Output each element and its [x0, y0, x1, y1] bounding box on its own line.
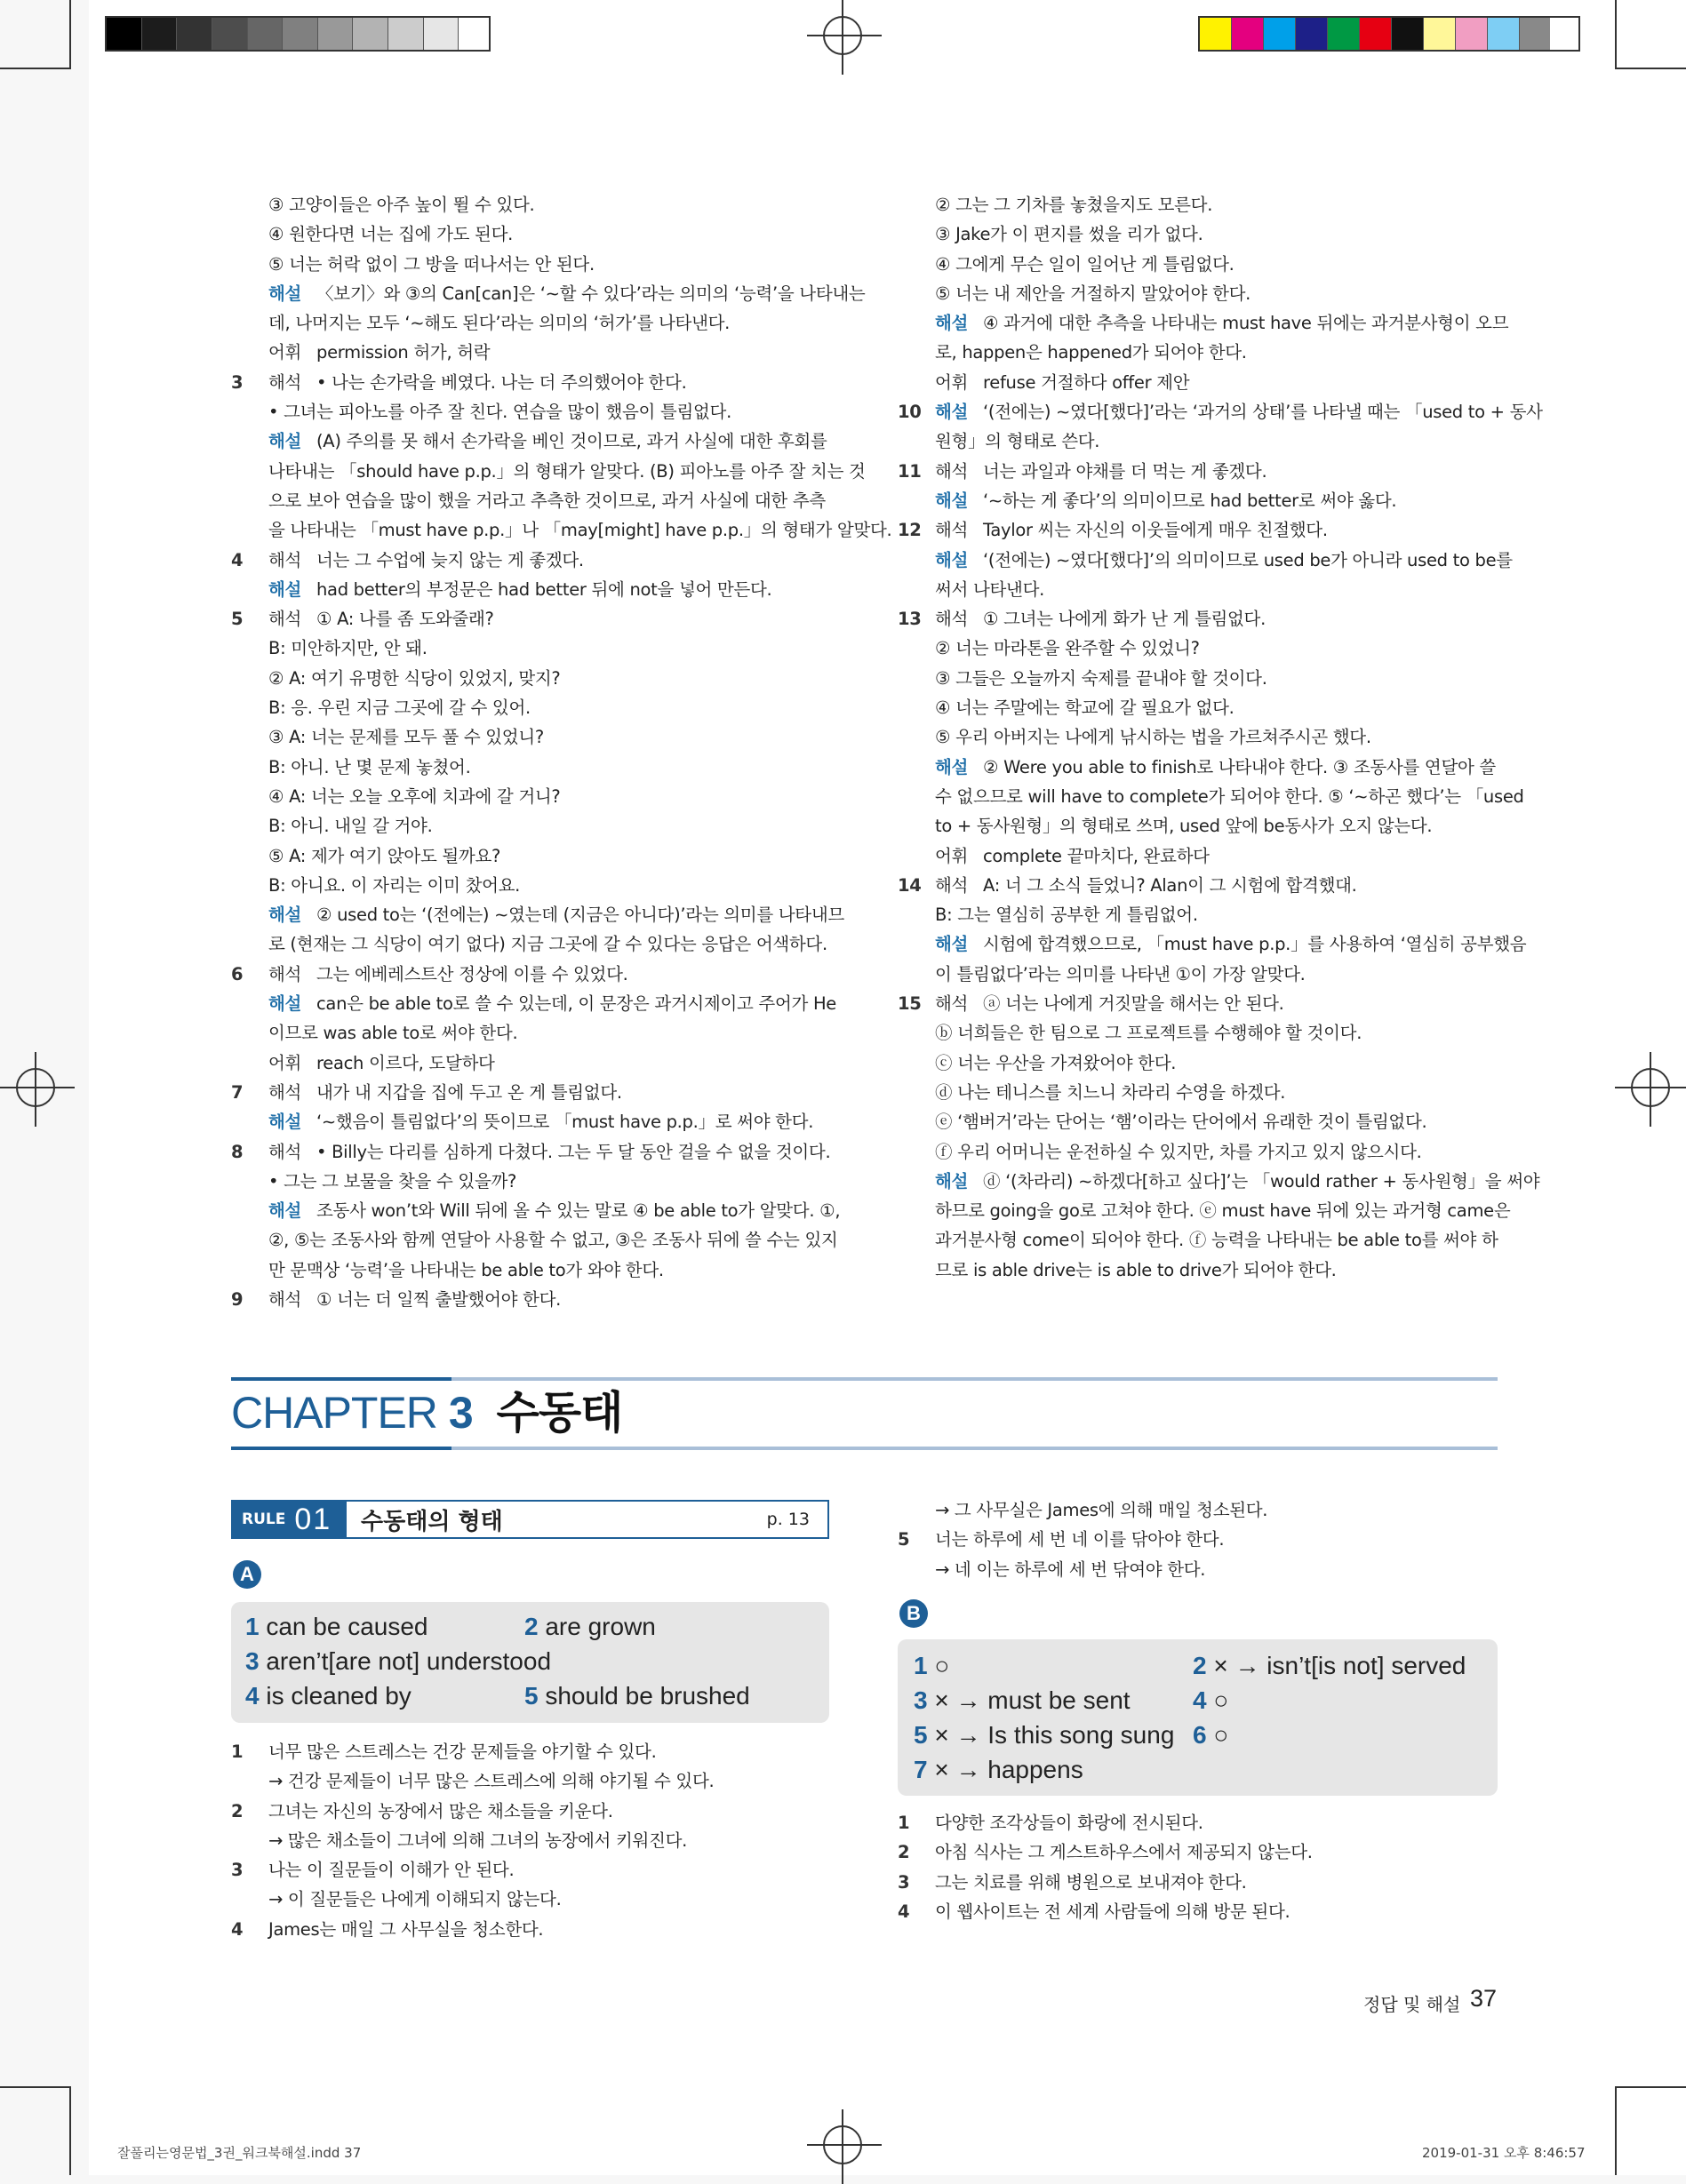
explanation-line	[231, 1078, 835, 1107]
section-a-line	[231, 1855, 835, 1885]
line-label: 해석	[268, 371, 302, 393]
line-label: 해설	[268, 1112, 302, 1133]
explanation-line	[898, 811, 1502, 841]
line-text: ② A: 여기 유명한 식당이 있었지, 맞지?	[268, 667, 561, 689]
explanation-line	[898, 397, 1543, 426]
answer-a-4: 4 is cleaned by	[245, 1682, 412, 1710]
line-text: 이 틀림없다’라는 의미를 나타낸 ①이 가장 알맞다.	[935, 963, 1306, 984]
line-text: 로 (현재는 그 식당이 여기 없다) 지금 그곳에 갈 수 있다는 응답은 어색하다.	[268, 934, 827, 955]
section-a-line	[231, 1797, 835, 1826]
rule-name: 수동태의 형태	[361, 1508, 503, 1535]
explanation-line	[231, 1196, 841, 1225]
line-text: ⑤ 너는 허락 없이 그 방을 떠나서는 안 된다.	[268, 253, 595, 275]
answer-b-2: 2 × → isn’t[is not] served	[1193, 1652, 1466, 1679]
item-number: 11	[898, 460, 922, 482]
line-text: ① 너는 더 일찍 출발했어야 한다.	[316, 1288, 562, 1310]
explanation-line	[231, 664, 835, 693]
section-a-explanations	[231, 1737, 835, 1944]
line-text: ⓕ 우리 어머니는 운전하실 수 있지만, 차를 가지고 있지 않으시다.	[935, 1141, 1422, 1162]
explanation-line	[231, 250, 835, 279]
rule-page-ref: p. 13	[766, 1510, 810, 1529]
explanation-line	[898, 546, 1513, 575]
registration-mark-bottom	[823, 2125, 862, 2164]
line-text: • 나는 손가락을 베였다. 나는 더 주의했어야 한다.	[316, 371, 687, 393]
line-text: 그는 에베레스트산 정상에 이를 수 있었다.	[316, 963, 628, 984]
answer-b-1: 1 ○	[914, 1652, 950, 1679]
line-text: A: 너 그 소식 들었니? Alan이 그 시험에 합격했대.	[983, 874, 1357, 896]
line-text: 내가 내 지갑을 집에 두고 온 게 틀림없다.	[316, 1081, 622, 1103]
explanation-line	[231, 1225, 838, 1255]
section-a-answer-box	[231, 1602, 829, 1723]
explanation-line	[231, 486, 835, 515]
explanation-line	[898, 753, 1502, 782]
chapter-prefix: CHAPTER	[231, 1388, 437, 1438]
explanation-line	[898, 219, 1502, 249]
explanation-line	[898, 190, 1502, 219]
slug-filename: 잘풀리는영문법_3권_워크북해설.indd 37	[117, 2145, 362, 2161]
explanation-line	[231, 397, 835, 426]
item-number: 9	[231, 1288, 244, 1310]
line-text: ③ 고양이들은 아주 높이 뛸 수 있다.	[268, 195, 535, 215]
grayscale-bar	[105, 16, 491, 52]
line-text: → 이 질문들은 나에게 이해되지 않는다.	[268, 1889, 562, 1910]
explanation-line	[231, 1285, 835, 1314]
line-text: (A) 주의를 못 해서 손가락을 베인 것이므로, 과거 사실에 대한 후회를	[316, 431, 827, 452]
line-text: ⓔ ‘햄버거’라는 단어는 ‘햄’이라는 단어에서 유래한 것이 틀림없다.	[935, 1112, 1427, 1133]
section-a-line	[231, 1766, 835, 1796]
line-label: 해석	[268, 1141, 302, 1162]
explanation-line	[231, 1018, 835, 1048]
line-text: complete 끝마치다, 완료하다	[983, 845, 1210, 866]
line-text: 만 문맥상 ‘능력’을 나타내는 be able to가 와야 한다.	[268, 1259, 664, 1280]
line-text: 시험에 합격했으므로, 「must have p.p.」를 사용하여 ‘열심히 공부했음	[983, 934, 1527, 955]
line-text: • Billy는 다리를 심하게 다쳤다. 그는 두 달 동안 걸을 수 없을 것이다.	[316, 1141, 831, 1162]
explanation-line	[231, 457, 866, 486]
explanation-line	[898, 308, 1509, 338]
rule-tag	[233, 1502, 347, 1537]
answer-a-3: 3 aren’t[are not] understood	[245, 1647, 552, 1675]
line-text: → 네 이는 하루에 세 번 닦여야 한다.	[935, 1558, 1206, 1580]
line-text: James는 매일 그 사무실을 청소한다.	[268, 1918, 544, 1940]
line-label: 해석	[268, 549, 302, 570]
line-text: B: 응. 우린 지금 그곳에 갈 수 있어.	[268, 697, 531, 719]
item-number: 4	[231, 1918, 244, 1940]
line-text: ④ 너는 주말에는 학교에 갈 필요가 없다.	[935, 697, 1235, 719]
item-number: 13	[898, 609, 922, 630]
section-b-line	[898, 1868, 1502, 1897]
explanation-line	[231, 1048, 835, 1078]
line-text: Taylor 씨는 자신의 이웃들에게 매우 친절했다.	[983, 520, 1328, 541]
item-number: 3	[898, 1871, 910, 1893]
line-label: 해설	[935, 313, 969, 334]
item-number: 15	[898, 993, 922, 1015]
item-number: 10	[898, 402, 922, 423]
explanation-line	[231, 515, 892, 545]
line-label: 해설	[268, 905, 302, 926]
explanation-line	[898, 782, 1524, 811]
line-text: 너는 그 수업에 늦지 않는 게 좋겠다.	[316, 549, 584, 570]
line-text: ① A: 나를 좀 도와줄래?	[316, 609, 494, 630]
line-label: 해석	[268, 963, 302, 984]
explanation-line	[231, 190, 835, 219]
section-a-badge: A	[233, 1560, 261, 1589]
item-number: 1	[231, 1742, 244, 1762]
answer-b-4: 4 ○	[1193, 1686, 1229, 1714]
line-text: reach 이르다, 도달하다	[316, 1052, 495, 1073]
line-text: 나타내는 「should have p.p.」의 형태가 알맞다. (B) 피아노를 아주 잘 치는 것	[268, 460, 866, 482]
line-label: 해설	[935, 756, 969, 777]
section-a-continued-line	[898, 1555, 1502, 1584]
section-a-continued-line	[898, 1495, 1502, 1525]
line-text: ③ Jake가 이 편지를 썼을 리가 없다.	[935, 224, 1203, 245]
section-b-line	[898, 1808, 1502, 1837]
registration-mark-right	[1631, 1068, 1670, 1107]
explanation-line	[898, 989, 1502, 1018]
explanation-line	[231, 575, 835, 604]
line-text: can은 be able to로 쓸 수 있는데, 이 문장은 과거시제이고 주어가 He	[316, 993, 837, 1015]
explanation-line	[231, 722, 835, 752]
explanation-line	[898, 515, 1502, 545]
explanation-line	[898, 575, 1502, 604]
section-b-badge: B	[899, 1599, 928, 1628]
chapter-number: 3	[448, 1388, 473, 1438]
line-text: 써서 나타낸다.	[935, 578, 1045, 600]
line-text: 원형」의 형태로 쓴다.	[935, 431, 1100, 452]
footer-label: 정답 및 해설	[1363, 1994, 1461, 2015]
item-number: 1	[898, 1813, 910, 1833]
item-number: 7	[231, 1081, 244, 1103]
section-a-line	[231, 1915, 835, 1944]
explanation-line	[231, 811, 835, 841]
item-number: 8	[231, 1141, 244, 1162]
line-label: 어휘	[268, 342, 302, 363]
explanation-line	[231, 693, 835, 722]
line-text: 수 없으므로 will have to complete가 되어야 한다. ⑤ ‘∼하곤 했다’는 「used	[935, 785, 1524, 807]
explanation-line	[231, 219, 835, 249]
rule-tag-label: RULE	[242, 1510, 286, 1528]
line-text: ④ 원한다면 너는 집에 가도 된다.	[268, 224, 514, 245]
line-label: 해설	[935, 490, 969, 511]
line-text: 너는 하루에 세 번 네 이를 닦아야 한다.	[935, 1529, 1225, 1550]
explanation-line	[898, 1137, 1502, 1167]
line-text: 나는 이 질문들이 이해가 안 된다.	[268, 1860, 515, 1881]
explanation-line	[898, 900, 1502, 929]
line-label: 해설	[935, 934, 969, 955]
explanation-line	[898, 250, 1502, 279]
explanation-line	[898, 368, 1502, 397]
item-number: 4	[231, 549, 244, 570]
line-label: 해설	[935, 1170, 969, 1192]
explanation-line	[231, 753, 835, 782]
line-text: refuse 거절하다 offer 제안	[983, 371, 1190, 393]
section-b-answer-box	[898, 1639, 1498, 1796]
explanation-line	[231, 604, 835, 634]
line-label: 해설	[268, 431, 302, 452]
line-text: ⓓ ‘(차라리) ∼하겠다[하고 싶다]’는 「would rather + 동사원형」을 써야	[983, 1170, 1540, 1192]
section-b-line	[898, 1897, 1502, 1926]
line-text: 조동사 won’t와 Will 뒤에 올 수 있는 말로 ④ be able to가 알맞다. ①,	[316, 1200, 841, 1222]
slug-timestamp: 2019-01-31 오후 8:46:57	[1422, 2145, 1586, 2161]
explanation-line	[898, 1048, 1502, 1078]
explanation-line	[898, 664, 1502, 693]
line-label: 해설	[268, 578, 302, 600]
line-text: 하므로 going을 go로 고쳐야 한다. ⓔ must have 뒤에 있는 과거형 came은	[935, 1200, 1511, 1222]
line-label: 해설	[935, 402, 969, 423]
line-label: 해석	[268, 1288, 302, 1310]
section-a-line	[231, 1826, 835, 1855]
explanation-line	[898, 1018, 1502, 1048]
line-text: 과거분사형 come이 되어야 한다. ⓕ 능력을 나타내는 be able to를 써야 하	[935, 1230, 1498, 1251]
line-text: ‘(전에는) ∼였다[했다]’의 의미이므로 used be가 아니라 used to be를	[983, 549, 1513, 570]
line-text: ④ 과거에 대한 추측을 나타내는 must have 뒤에는 과거분사형이 오므	[983, 313, 1509, 334]
line-label: 해석	[935, 609, 969, 630]
line-label: 해석	[268, 609, 302, 630]
explanation-line	[898, 604, 1502, 634]
line-text: 너는 과일과 야채를 더 먹는 게 좋겠다.	[983, 460, 1267, 482]
line-text: 〈보기〉와 ③의 Can[can]은 ‘∼할 수 있다’라는 의미의 ‘능력’을 나타내는	[316, 283, 866, 304]
line-text: 아침 식사는 그 게스트하우스에서 제공되지 않는다.	[935, 1842, 1313, 1863]
line-text: ④ A: 너는 오늘 오후에 치과에 갈 거니?	[268, 785, 561, 807]
explanation-line	[231, 279, 866, 308]
explanation-line	[231, 841, 835, 871]
explanation-line	[231, 634, 835, 663]
line-text: • 그녀는 피아노를 아주 잘 친다. 연습을 많이 했음이 틀림없다.	[268, 402, 731, 423]
answer-b-5: 5 × → Is this song sung	[914, 1721, 1175, 1749]
line-text: ④ 그에게 무슨 일이 일어난 게 틀림없다.	[935, 253, 1235, 275]
line-text: B: 아니. 난 몇 문제 놓쳤어.	[268, 756, 471, 777]
right-column	[898, 190, 1543, 1285]
explanation-line	[898, 871, 1502, 900]
line-text: B: 그는 열심히 공부한 게 틀림없어.	[935, 905, 1198, 926]
page-number: 37	[1470, 1985, 1498, 2012]
answer-a-5: 5 should be brushed	[524, 1682, 750, 1710]
explanation-line	[898, 457, 1502, 486]
explanation-line	[231, 368, 835, 397]
chapter-rule-bottom	[231, 1447, 1498, 1450]
line-text: B: 아니. 내일 갈 거야.	[268, 816, 433, 837]
explanation-line	[898, 841, 1502, 871]
line-text: ⑤ A: 제가 여기 앉아도 될까요?	[268, 845, 501, 866]
explanation-line	[898, 1078, 1502, 1107]
explanation-line	[231, 546, 835, 575]
line-text: 을 나타내는 「must have p.p.」나 「may[might] have p.p.」의 형태가 알맞다.	[268, 520, 892, 541]
answer-a-1: 1 can be caused	[245, 1613, 428, 1640]
registration-mark-left	[16, 1068, 55, 1107]
line-text: ② Were you able to finish로 나타내야 한다. ③ 조동사를 연달아 쓸	[983, 756, 1496, 777]
answer-b-7: 7 × → happens	[914, 1756, 1083, 1783]
item-number: 4	[898, 1901, 910, 1922]
line-text: 데, 나머지는 모두 ‘∼해도 된다’라는 의미의 ‘허가’를 나타낸다.	[268, 313, 731, 334]
chapter-heading	[231, 1386, 622, 1439]
color-bar	[1198, 16, 1580, 52]
section-b-explanations	[898, 1808, 1502, 1926]
explanation-line	[231, 782, 835, 811]
line-text: 므로 is able drive는 is able to drive가 되어야 한다.	[935, 1259, 1337, 1280]
section-a-continued-line	[898, 1525, 1502, 1554]
line-text: ⓑ 너희들은 한 팀으로 그 프로젝트를 수행해야 할 것이다.	[935, 1023, 1362, 1044]
line-text: B: 아니요. 이 자리는 이미 찼어요.	[268, 874, 521, 896]
line-text: ‘∼했음이 틀림없다’의 뜻이므로 「must have p.p.」로 써야 한다.	[316, 1112, 814, 1133]
line-label: 해석	[935, 460, 969, 482]
line-label: 해설	[268, 1200, 302, 1222]
line-text: 로, happen은 happened가 되어야 한다.	[935, 342, 1247, 363]
line-text: to + 동사원형」의 형태로 쓰며, used 앞에 be동사가 오지 않는다.	[935, 816, 1433, 837]
explanation-line	[898, 722, 1502, 752]
line-text: ⑤ 우리 아버지는 나에게 낚시하는 법을 가르쳐주시곤 했다.	[935, 727, 1371, 748]
line-text: ② 너는 마라톤을 완주할 수 있었니?	[935, 638, 1200, 659]
explanation-line	[898, 693, 1502, 722]
line-label: 해석	[935, 874, 969, 896]
section-a-line	[231, 1737, 835, 1766]
explanation-line	[898, 960, 1502, 989]
explanation-line	[231, 1167, 835, 1196]
explanation-line	[898, 338, 1502, 367]
explanation-line	[898, 929, 1527, 959]
explanation-line	[898, 1167, 1540, 1196]
rule-number: 01	[294, 1502, 332, 1536]
explanation-line	[231, 929, 835, 959]
answer-b-6: 6 ○	[1193, 1721, 1229, 1749]
explanation-line	[231, 989, 835, 1018]
explanation-line	[898, 426, 1502, 456]
line-label: 어휘	[935, 845, 969, 866]
line-text: B: 미안하지만, 안 돼.	[268, 638, 427, 659]
line-text: ② used to는 ‘(전에는) ∼였는데 (지금은 아니다)’라는 의미를 나타내므	[316, 905, 844, 926]
line-text: permission 허가, 허락	[316, 342, 491, 363]
line-text: ⓒ 너는 우산을 가져왔어야 한다.	[935, 1052, 1177, 1073]
explanation-line	[231, 1255, 835, 1285]
explanation-line	[898, 1225, 1502, 1255]
line-text: • 그는 그 보물을 찾을 수 있을까?	[268, 1170, 517, 1192]
rule-header	[231, 1500, 829, 1539]
line-text: 그는 치료를 위해 병원으로 보내져야 한다.	[935, 1871, 1247, 1893]
explanation-line	[898, 486, 1502, 515]
line-label: 해석	[935, 993, 969, 1015]
explanation-line	[898, 1107, 1502, 1136]
line-text: ② 그는 그 기차를 놓쳤을지도 모른다.	[935, 195, 1213, 215]
section-b-line	[898, 1837, 1502, 1867]
explanation-line	[231, 308, 835, 338]
section-a-explanations-continued	[898, 1495, 1502, 1584]
item-number: 3	[231, 371, 244, 393]
line-label: 어휘	[268, 1052, 302, 1073]
line-text: 이므로 was able to로 써야 한다.	[268, 1023, 518, 1044]
item-number: 5	[231, 609, 244, 630]
item-number: 12	[898, 520, 922, 541]
line-text: → 그 사무실은 James에 의해 매일 청소된다.	[935, 1500, 1268, 1520]
line-text: ‘(전에는) ∼였다[했다]’라는 ‘과거의 상태’를 나타낼 때는 「used to + 동사	[983, 402, 1543, 423]
line-label: 해석	[268, 1081, 302, 1103]
explanation-line	[231, 900, 844, 929]
explanation-line	[231, 338, 835, 367]
explanation-line	[898, 1196, 1511, 1225]
explanation-line	[898, 279, 1502, 308]
line-text: ②, ⑤는 조동사와 함께 연달아 사용할 수 없고, ③은 조동사 뒤에 쓸 수는 있지	[268, 1230, 838, 1251]
section-a-line	[231, 1885, 835, 1914]
line-text: had better의 부정문은 had better 뒤에 not을 넣어 만든다.	[316, 578, 772, 600]
item-number: 2	[898, 1842, 910, 1863]
line-label: 어휘	[935, 371, 969, 393]
line-text: ⓐ 너는 나에게 거짓말을 해서는 안 된다.	[983, 993, 1284, 1015]
line-label: 해설	[935, 549, 969, 570]
explanation-line	[898, 634, 1502, 663]
line-text: 으로 보아 연습을 많이 했을 거라고 추측한 것이므로, 과거 사실에 대한 추측	[268, 490, 826, 511]
line-text: ‘∼하는 게 좋다’의 의미이므로 had better로 써야 옳다.	[983, 490, 1397, 511]
explanation-line	[231, 1137, 835, 1167]
line-text: ⑤ 너는 내 제안을 거절하지 말았어야 한다.	[935, 283, 1251, 304]
line-text: 다양한 조각상들이 화랑에 전시된다.	[935, 1813, 1203, 1833]
line-text: ① 그녀는 나에게 화가 난 게 틀림없다.	[983, 609, 1266, 630]
line-text: → 많은 채소들이 그녀에 의해 그녀의 농장에서 키워진다.	[268, 1829, 688, 1851]
item-number: 3	[231, 1860, 244, 1881]
explanation-line	[231, 871, 835, 900]
line-text: ③ 그들은 오늘까지 숙제를 끝내야 할 것이다.	[935, 667, 1267, 689]
line-text: ⓓ 나는 테니스를 치느니 차라리 수영을 하겠다.	[935, 1081, 1286, 1103]
item-number: 5	[898, 1529, 910, 1550]
line-label: 해설	[268, 283, 302, 304]
line-text: 그녀는 자신의 농장에서 많은 채소들을 키운다.	[268, 1800, 613, 1821]
answer-b-3: 3 × → must be sent	[914, 1686, 1131, 1714]
chapter-title: 수동태	[496, 1388, 623, 1438]
explanation-line	[231, 426, 835, 456]
item-number: 6	[231, 963, 244, 984]
item-number: 14	[898, 874, 922, 896]
line-text: 이 웹사이트는 전 세계 사람들에 의해 방문 된다.	[935, 1901, 1290, 1922]
item-number: 2	[231, 1800, 244, 1821]
line-text: ③ A: 너는 문제를 모두 풀 수 있었니?	[268, 727, 544, 748]
left-column	[231, 190, 892, 1314]
line-label: 해설	[268, 993, 302, 1015]
line-text: 너무 많은 스트레스는 건강 문제들을 야기할 수 있다.	[268, 1742, 657, 1762]
registration-mark-top	[823, 16, 862, 55]
explanation-line	[231, 960, 835, 989]
line-label: 해석	[935, 520, 969, 541]
explanation-line	[231, 1107, 835, 1136]
explanation-line	[898, 1255, 1502, 1285]
line-text: → 건강 문제들이 너무 많은 스트레스에 의해 야기될 수 있다.	[268, 1771, 715, 1792]
answer-a-2: 2 are grown	[524, 1613, 656, 1640]
chapter-rule-top	[231, 1377, 1498, 1381]
